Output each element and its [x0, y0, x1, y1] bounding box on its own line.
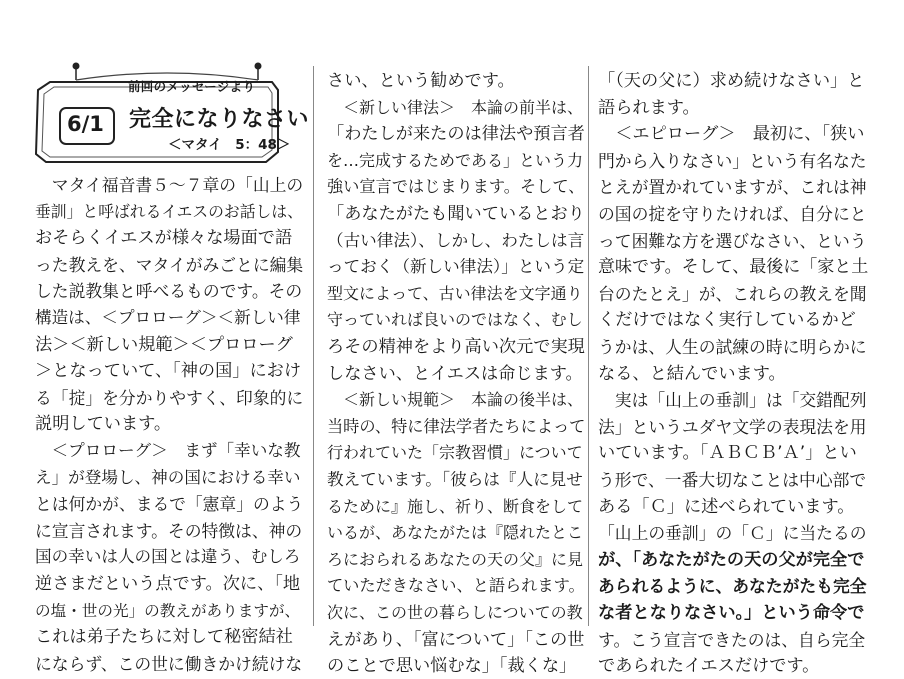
- column-1-line: の塩・世の光」の教えがありますが、: [35, 601, 301, 620]
- page-title: 完全になりなさい: [129, 107, 310, 132]
- column-1-line: 国の幸いは人の国とは違う、むしろ: [35, 547, 301, 567]
- column-2-line: いるが、あなたがたは『隠れたとこ: [327, 523, 584, 543]
- column-2-line: 教えています。「彼らは『人に見せ: [327, 470, 583, 489]
- column-1-line: に宣言されます。その特徴は、神の: [35, 520, 303, 541]
- column-2-line: ろその精神をより高い次元で実現: [327, 337, 585, 357]
- column-3-line: う形で、一番大切なことは中心部で: [598, 470, 867, 490]
- column-2-line: さい、という勧めです。: [327, 71, 515, 91]
- column-2-line: っておく（新しい律法）」という定: [327, 257, 585, 277]
- column-divider-2: [588, 66, 589, 626]
- scripture-reference: ＜マタイ 5：48＞: [168, 137, 291, 153]
- column-1-line: マタイ福音書５～７章の「山上の: [35, 175, 304, 195]
- column-1-line: とは何かが、まるで「憲章」のよう: [35, 494, 304, 515]
- sign-date: 6/1: [67, 112, 104, 136]
- column-2-line: 次に、この世の暮らしについての教: [327, 603, 583, 622]
- column-3-line: なる、と結んでいます。: [598, 363, 786, 384]
- column-3-line: 語られます。: [598, 97, 700, 118]
- column-1-line: 垂訓」と呼ばれるイエスのお話しは、: [35, 201, 303, 221]
- column-1-line: にならず、この世に働きかけ続けな: [35, 653, 303, 674]
- column-3-line: 「山上の垂訓」の「Ｃ」に当たるの: [598, 523, 867, 544]
- column-3-line: ＜エピローグ＞ 最初に、「狭い: [598, 124, 865, 145]
- column-3-line: ある「Ｃ」に述べられています。: [598, 496, 855, 517]
- column-divider-1: [313, 66, 314, 626]
- column-3-line: 意味です。そして、最後に「家と土: [598, 257, 869, 278]
- column-3-line: うかは、人生の試練の時に明らかに: [598, 337, 867, 357]
- column-3-line: 台のたとえ」が、これらの教えを聞: [598, 283, 867, 304]
- column-2-line: 型文によって、古い律法を文字通り: [327, 283, 583, 303]
- column-2-line: 「わたしが来たのは律法や預言者: [327, 124, 585, 145]
- column-2-line: 強い宣言ではじまります。そして、: [327, 177, 585, 197]
- column-1-line: 法＞＜新しい規範＞＜プロローグ: [35, 334, 293, 355]
- column-3-line: が、「あなたがたの天の父が完全で: [598, 549, 865, 570]
- column-3-line: 「（天の父に）求め続けなさい」と: [598, 71, 865, 91]
- column-2-line: ＜新しい律法＞ 本論の前半は、: [327, 97, 584, 117]
- column-3-line: であられたイエスだけです。: [598, 656, 820, 677]
- column-3-line: な者となりなさい。」という命令で: [598, 603, 865, 623]
- column-1-line: おそらくイエスが様々な場面で語: [35, 228, 293, 249]
- column-2-line: のことで思い悩むな」「裁くな」: [327, 656, 577, 677]
- column-2-line: ていただきなさい、と語られます。: [327, 576, 585, 596]
- column-2-line: （古い律法）、しかし、わたしは言: [327, 230, 585, 250]
- sign-header-label: 前回のメッセージより: [128, 79, 256, 94]
- column-2-line: 行われていた「宗教習慣」について: [327, 443, 583, 463]
- column-2-line: 守っていれば良いのではなく、むし: [327, 310, 583, 330]
- column-2-line: を…完成するためである」という力: [327, 150, 584, 170]
- column-3-line: って困難な方を選びなさい、という: [598, 230, 867, 251]
- column-1-line: ＜プロローグ＞ まず「幸いな教: [35, 441, 301, 460]
- column-1-line: った教えを、マタイがみごとに編集: [35, 254, 304, 275]
- column-2-line: しなさい、とイエスは命じます。: [327, 363, 583, 384]
- column-3-line: くだけではなく実行しているかど: [598, 310, 856, 331]
- column-1-line: る「掟」を分かりやすく、印象的に: [35, 387, 304, 408]
- column-2-line: ろにおられるあなたの天の父』に見: [327, 549, 584, 569]
- column-1-line: 説明しています。: [35, 414, 172, 435]
- column-3-line: の国の掟を守りたければ、自分にと: [598, 204, 867, 224]
- column-3-line: 実は「山上の垂訓」は「交錯配列: [598, 390, 867, 411]
- title-sign: [32, 60, 310, 164]
- column-1-line: これは弟子たちに対して秘密結社: [35, 627, 293, 648]
- column-2-line: えがあり、「富について」「この世: [327, 629, 585, 650]
- column-3-line: 法」というユダヤ文学の表現法を用: [598, 416, 867, 437]
- column-1-line: した説教集と呼べるものです。その: [35, 281, 303, 302]
- column-2-line: 当時の、特に律法学者たちによって: [327, 416, 586, 436]
- column-3-line: とえが置かれていますが、これは神: [598, 177, 867, 198]
- column-3-line: 門から入りなさい」という有名なた: [598, 150, 867, 171]
- column-2-line: るために』施し、祈り、断食をして: [327, 496, 584, 516]
- column-1-line: 構造は、＜プロローグ＞＜新しい律: [35, 308, 301, 327]
- column-3-line: いています。「ＡＢＣＢ’Ａ’」とい: [598, 443, 857, 464]
- column-1-line: え」が登場し、神の国における幸い: [35, 467, 301, 487]
- column-2-line: ＜新しい規範＞ 本論の後半は、: [327, 390, 584, 410]
- column-3-line: あられるように、あなたがたも完全: [598, 576, 867, 597]
- column-2-line: 「あなたがたも聞いているとおり: [327, 204, 585, 224]
- column-1-line: 逆さまだという点です。次に、「地: [35, 574, 301, 594]
- column-1-line: ＞となっていて、「神の国」におけ: [35, 361, 302, 382]
- column-3-line: す。こう宣言できたのは、自ら完全: [598, 629, 866, 650]
